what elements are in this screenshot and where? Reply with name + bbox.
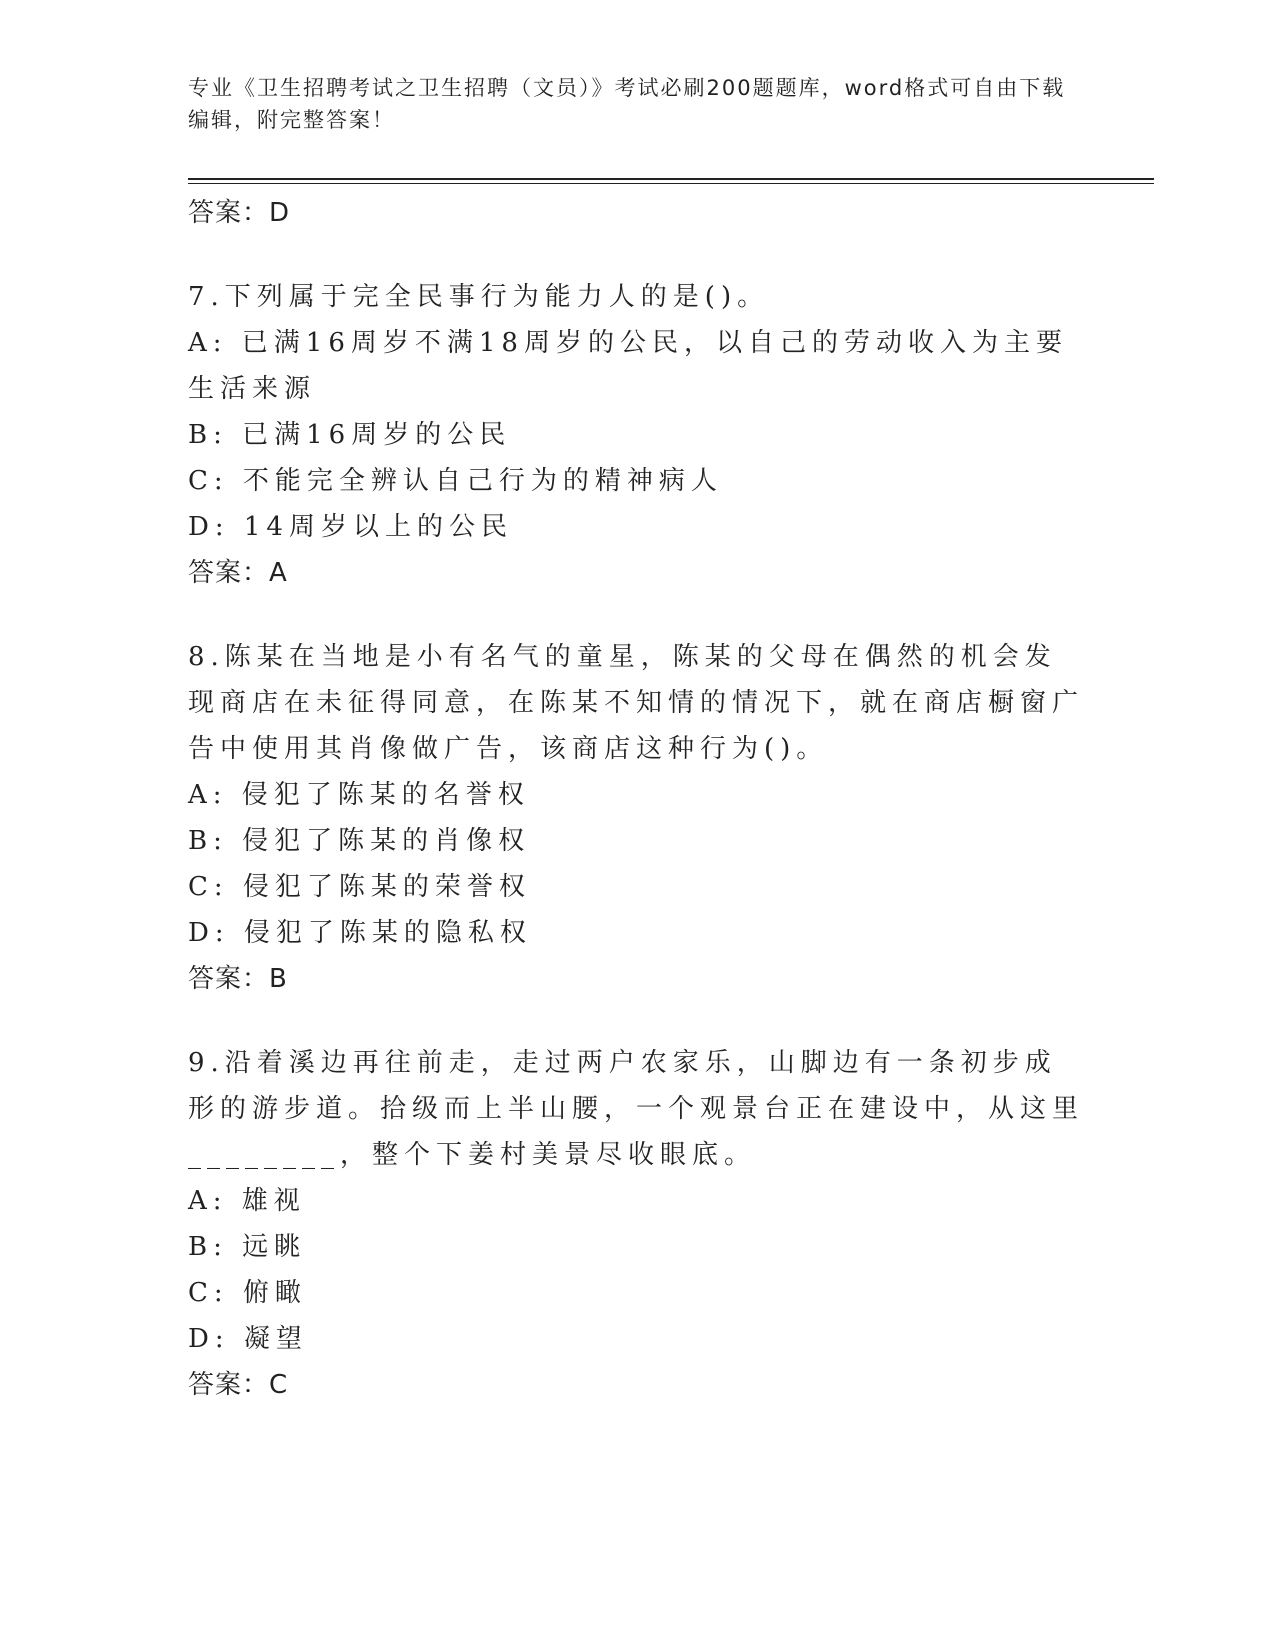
question-stem: 9.沿着溪边再往前走，走过两户农家乐，山脚边有一条初步成形的游步道。拾级而上半山腰，一个观景台正在建设中，从这里________，整个下姜村美景尽收眼底。 [188,1048,1085,1170]
option-d: D: 凝望 [188,1324,308,1354]
header-rule-thick [188,178,1154,180]
option-b: B: 侵犯了陈某的肖像权 [188,826,531,856]
option-c: C: 不能完全辨认自己行为的精神病人 [188,466,723,496]
option-a: A: 雄视 [188,1186,306,1216]
question-stem: 8.陈某在当地是小有名气的童星，陈某的父母在偶然的机会发现商店在未征得同意，在陈某不知情的情况下，就在商店橱窗广告中使用其肖像做广告，该商店这种行为()。 [188,642,1085,764]
header-rule-thin [188,183,1154,184]
option-c: C: 侵犯了陈某的荣誉权 [188,872,531,902]
option-c: C: 俯瞰 [188,1278,307,1308]
question-block [188,634,1088,1002]
option-b: B: 远眺 [188,1232,307,1262]
answer-line: 答案：A [188,558,288,588]
answer-line: 答案：D [188,198,291,228]
answer-line: 答案：C [188,1370,289,1400]
document-header: 专业《卫生招聘考试之卫生招聘（文员）》考试必刷200题题库，word格式可自由下载编辑，附完整答案！ [188,76,1066,132]
option-b: B: 已满16周岁的公民 [188,420,512,450]
answer-line: 答案：B [188,964,288,994]
question-stem: 7.下列属于完全民事行为能力人的是()。 [188,282,770,312]
option-a: A: 侵犯了陈某的名誉权 [188,780,530,810]
option-a: A: 已满16周岁不满18周岁的公民，以自己的劳动收入为主要生活来源 [188,328,1068,404]
question-list [188,190,1088,1408]
option-d: D: 14周岁以上的公民 [188,512,513,542]
option-d: D: 侵犯了陈某的隐私权 [188,918,532,948]
question-block [188,274,1088,596]
question-block [188,1040,1088,1408]
